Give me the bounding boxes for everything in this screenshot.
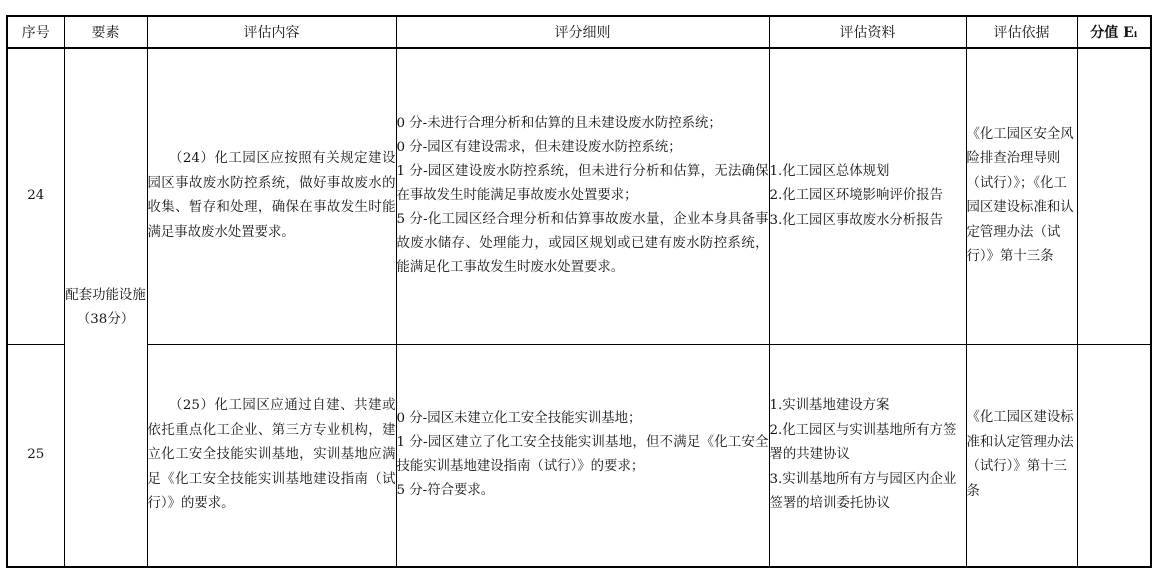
content-cell: （25）化工园区应通过自建、共建或依托重点化工企业、第三方专业机构，建立化工安全技能实训基地，实训基地应满足《化工安全技能实训基地建设指南（试行）》的要求。 [147,344,396,567]
rule-line: 1 分-园区建立了化工安全技能实训基地，但不满足《化工安全技能实训基地建设指南（试行）》的要求； [396,435,769,475]
row-number: 24 [7,48,64,344]
doc-line: 1.实训基地建设方案 [769,398,890,413]
score-cell [1077,48,1151,344]
rules-cell [396,344,769,567]
table-row [7,344,1151,567]
doc-line: 3.化工园区事故废水分析报告 [769,212,943,228]
table-row [7,48,1151,344]
rules-cell [396,48,769,344]
docs-cell [769,48,966,344]
row-number: 25 [7,344,64,567]
doc-line: 2.化工园区与实训基地所有方签署的共建协议 [769,422,957,462]
evaluation-table [6,15,1152,568]
header-basis: 评估依据 [966,16,1077,48]
doc-line: 3.实训基地所有方与园区内企业签署的培训委托协议 [769,471,957,511]
header-element: 要素 [64,16,147,48]
rule-line: 1 分-园区建设废水防控系统，但未进行分析和估算，无法确保在事故发生时能满足事故废水处置要求； [396,164,769,204]
header-no: 序号 [7,16,64,48]
docs-cell [769,344,966,567]
basis-cell: 《化工园区建设标准和认定管理办法（试行）》第十三条 [966,344,1077,567]
doc-line: 2.化工园区环境影响评价报告 [769,188,943,203]
header-docs: 评估资料 [769,16,966,48]
header-score: 分值 Eᵢ [1077,16,1151,48]
header-row [7,16,1151,48]
score-cell [1077,344,1151,567]
header-rules: 评分细则 [396,16,769,48]
doc-line: 1.化工园区总体规划 [769,163,890,179]
element-cell: 配套功能设施（38分） [64,48,147,567]
basis-cell: 《化工园区安全风险排查治理导则（试行）》；《化工园区建设标准和认定管理办法（试行）》第十三条 [966,48,1077,344]
rule-line: 0 分-未进行合理分析和估算的且未建设废水防控系统； [396,116,722,132]
rule-line: 5 分-化工园区经合理分析和估算事故废水量，企业本身具备事故废水储存、处理能力，或园区规划或已建有废水防控系统，能满足化工事故发生时废水处置要求。 [396,212,769,276]
content-cell: （24）化工园区应按照有关规定建设园区事故废水防控系统，做好事故废水的收集、暂存和处理，确保在事故发生时能满足事故废水处置要求。 [147,48,396,344]
rule-line: 5 分-符合要求。 [396,483,495,499]
rule-line: 0 分-园区有建设需求，但未建设废水防控系统； [396,140,682,156]
header-content: 评估内容 [147,16,396,48]
rule-line: 0 分-园区未建立化工安全技能实训基地； [396,411,642,427]
